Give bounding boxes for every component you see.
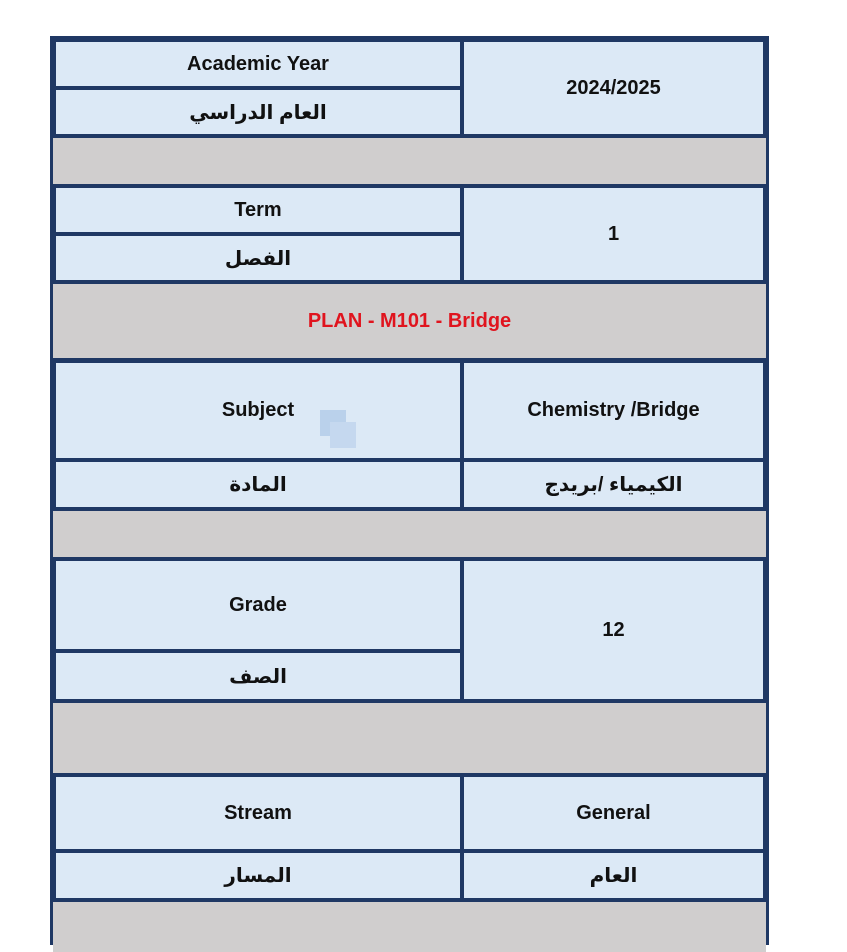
stream-value-en	[464, 777, 763, 849]
academic-year-label-ar	[56, 90, 460, 134]
plan-title	[53, 284, 766, 358]
stream-label-en-text: Stream	[224, 801, 292, 824]
grade-label-en-text: Grade	[229, 593, 287, 616]
grade-value	[464, 561, 763, 699]
subject-value-ar-text: الكيمياء /بريدج	[544, 474, 683, 496]
term-value-text: 1	[607, 222, 620, 245]
subject-label-en-text: Subject	[221, 399, 295, 421]
stream-value-ar-text: العام	[589, 865, 638, 887]
term-value	[464, 188, 763, 280]
academic-year-value	[464, 42, 763, 134]
subject-label-ar	[56, 462, 460, 507]
grade-value-text: 12	[602, 618, 625, 641]
term-label-ar-text: الفصل	[224, 247, 292, 270]
subject-label-en	[56, 363, 460, 458]
subject-label-ar-text: المادة	[229, 474, 287, 496]
term-label-en	[56, 188, 460, 232]
academic-year-value-text: 2024/2025	[566, 76, 661, 99]
separator-row	[53, 138, 766, 184]
subject-value-ar	[464, 462, 763, 507]
separator-row	[53, 703, 766, 773]
term-label-en-text: Term	[234, 198, 282, 221]
academic-year-label-en	[56, 42, 460, 86]
stream-label-en	[56, 777, 460, 849]
subject-value-en-text: Chemistry /Bridge	[527, 399, 700, 421]
grade-label-en	[56, 561, 460, 649]
academic-year-label-en-text: Academic Year	[187, 52, 329, 75]
stream-value-ar	[464, 853, 763, 898]
stream-value-en-text: General	[576, 801, 651, 824]
academic-year-label-ar-text: العام الدراسي	[189, 101, 327, 124]
term-label-ar	[56, 236, 460, 280]
separator-row	[53, 511, 766, 557]
stream-label-ar-text: المسار	[224, 865, 292, 887]
plan-cover-table	[50, 36, 769, 945]
stream-label-ar	[56, 853, 460, 898]
grade-label-ar-text: الصف	[229, 665, 287, 688]
grade-label-ar	[56, 653, 460, 699]
subject-value-en	[464, 363, 763, 458]
plan-title-text: PLAN - M101 - Bridge	[307, 309, 512, 332]
